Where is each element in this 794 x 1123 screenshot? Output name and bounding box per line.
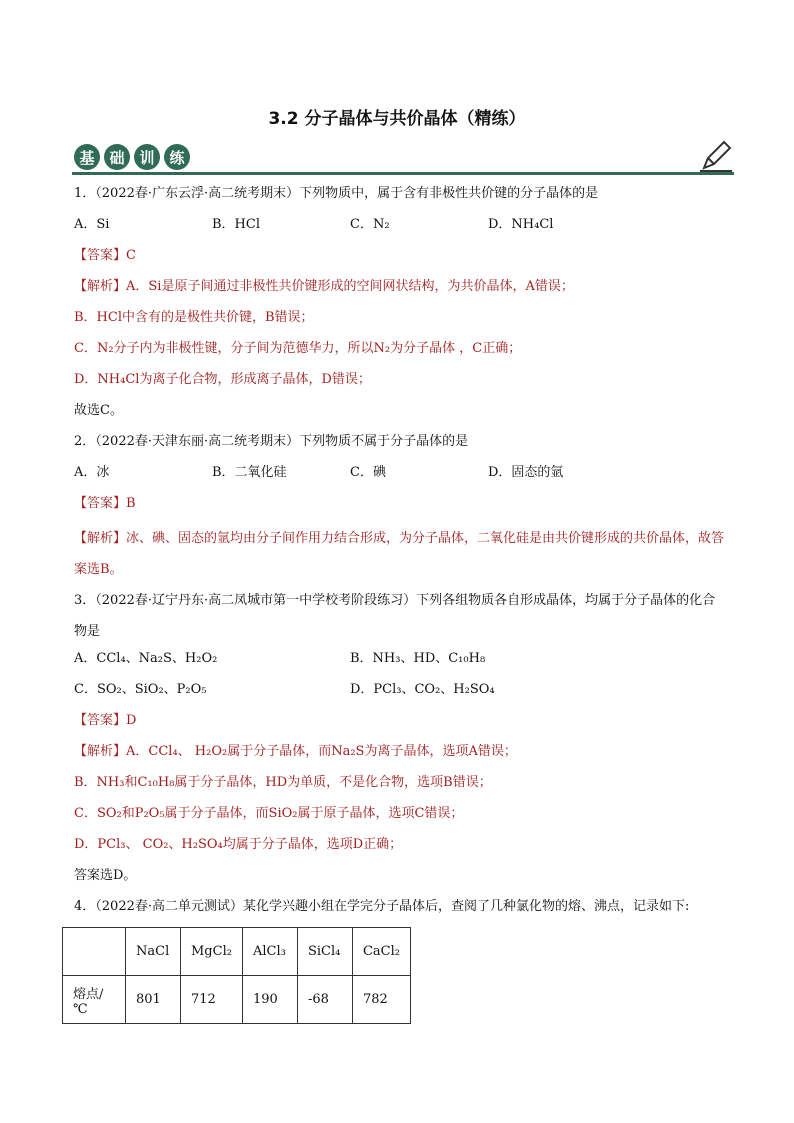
- q1-analysis-3: C．N₂分子内为非极性键，分子间为范德华力，所以N₂为分子晶体 ，C正确；: [74, 341, 522, 356]
- page-title: 3.2 分子晶体与共价晶体（精练）: [268, 109, 526, 129]
- q2-stem: 2．（2022春·天津东丽·高二统考期末）下列物质不属于分子晶体的是: [74, 434, 469, 449]
- pencil-icon: [698, 138, 734, 174]
- q3-conclusion: 答案选D。: [74, 868, 137, 883]
- q3-options-row-2: [74, 678, 724, 709]
- table-row: [63, 976, 411, 1024]
- q3-options-row-1: [74, 647, 724, 678]
- q3-option-b: B．NH₃、HD、C₁₀H₈: [350, 651, 486, 666]
- q1-option-d: D．NH₄Cl: [488, 217, 554, 232]
- table-header-cell: AlCl₃: [242, 928, 297, 976]
- q3-option-d: D．PCl₃、CO₂、H₂SO₄: [350, 682, 495, 697]
- table-row-label: 熔点/℃: [63, 976, 126, 1024]
- q2-option-d: D．固态的氩: [488, 465, 564, 480]
- q1-analysis-4: D．NH₄Cl为离子化合物，形成离子晶体，D错误；: [74, 372, 371, 387]
- table-cell: -68: [297, 976, 352, 1024]
- section-char-3: 训: [134, 144, 160, 170]
- q1-option-a: A．Si: [74, 217, 110, 232]
- q3-option-c: C．SO₂、SiO₂、P₂O₅: [74, 682, 207, 697]
- table-cell: 190: [242, 976, 297, 1024]
- q2-answer: 【答案】B: [74, 496, 136, 511]
- q2-option-a: A．冰: [74, 465, 110, 480]
- document-body: [74, 182, 724, 926]
- q3-stem: 3．（2022春·辽宁丹东·高二凤城市第一中学校考阶段练习）下列各组物质各自形成晶体，均属于分子晶体的化合物是: [74, 593, 716, 639]
- q1-stem: 1．（2022春·广东云浮·高二统考期末）下列物质中，属于含有非极性共价键的分子晶体的是: [74, 186, 599, 201]
- q1-option-c: C．N₂: [350, 217, 390, 232]
- table-cell: 782: [352, 976, 410, 1024]
- section-char-2: 础: [104, 144, 130, 170]
- table-header-cell: CaCl₂: [352, 928, 410, 976]
- section-banner: [72, 142, 734, 176]
- q1-options: [74, 213, 724, 244]
- table-header-row: [63, 928, 411, 976]
- section-title-badges: [74, 144, 190, 170]
- q1-answer: 【答案】C: [74, 248, 136, 263]
- table-cell: 801: [126, 976, 181, 1024]
- table-header-cell: MgCl₂: [181, 928, 243, 976]
- q1-conclusion: 故选C。: [74, 403, 123, 418]
- chloride-melting-point-table: [62, 927, 411, 1024]
- q2-analysis: 【解析】冰、碘、固态的氩均由分子间作用力结合形成，为分子晶体，二氧化硅是由共价键形成的共价晶体，故答案选B。: [74, 531, 725, 577]
- q2-option-c: C．碘: [350, 465, 386, 480]
- q1-analysis-2: B．HCl中含有的是极性共价键，B错误；: [74, 310, 314, 325]
- q3-analysis-2: B．NH₃和C₁₀H₈属于分子晶体，HD为单质，不是化合物，选项B错误；: [74, 775, 492, 790]
- q1-analysis-1: 【解析】A．Si是原子间通过非极性共价键形成的空间网状结构，为共价晶体，A错误；: [74, 279, 574, 294]
- q3-analysis-1: 【解析】A．CCl₄、 H₂O₂属于分子晶体，而Na₂S为离子晶体，选项A错误；: [74, 744, 517, 759]
- q1-option-b: B．HCl: [212, 217, 260, 232]
- section-divider: [72, 172, 734, 175]
- q3-option-a: A．CCl₄、Na₂S、H₂O₂: [74, 651, 218, 666]
- q3-answer: 【答案】D: [74, 713, 137, 728]
- table-header-empty: [63, 928, 126, 976]
- q2-options: [74, 461, 724, 492]
- table-header-cell: SiCl₄: [297, 928, 352, 976]
- q2-option-b: B．二氧化硅: [212, 465, 287, 480]
- table-header-cell: NaCl: [126, 928, 181, 976]
- q3-analysis-3: C．SO₂和P₂O₅属于分子晶体，而SiO₂属于原子晶体，选项C错误；: [74, 806, 464, 821]
- section-char-4: 练: [164, 144, 190, 170]
- q4-stem: 4．（2022春·高二单元测试）某化学兴趣小组在学完分子晶体后，查阅了几种氯化物的熔、沸点，记录如下:: [74, 899, 690, 914]
- q3-analysis-4: D．PCl₃、 CO₂、H₂SO₄均属于分子晶体，选项D正确；: [74, 837, 403, 852]
- section-char-1: 基: [74, 144, 100, 170]
- table-cell: 712: [181, 976, 243, 1024]
